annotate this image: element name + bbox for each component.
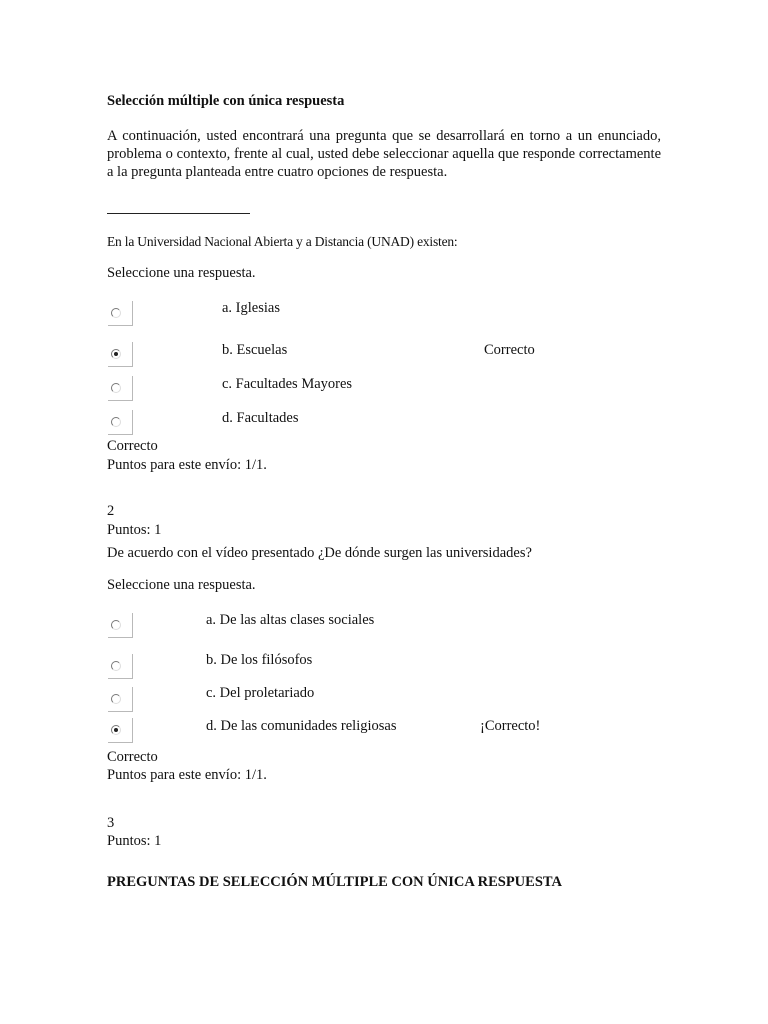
radio-circle-icon <box>111 383 121 393</box>
q3-heading: PREGUNTAS DE SELECCIÓN MÚLTIPLE CON ÚNICA RESPUESTA <box>107 874 562 890</box>
q2-option-b-radio[interactable] <box>108 654 133 679</box>
q2-option-d-label: d. De las comunidades religiosas <box>206 718 397 734</box>
q1-score: Puntos para este envío: 1/1. <box>107 457 267 473</box>
q1-option-c-radio[interactable] <box>108 376 133 401</box>
q2-option-c-label: c. Del proletariado <box>206 685 315 701</box>
q3-points: Puntos: 1 <box>107 833 162 849</box>
q1-option-b-label: b. Escuelas <box>222 342 288 358</box>
q2-option-c-radio[interactable] <box>108 687 133 712</box>
q1-option-feedback: Correcto <box>484 342 535 358</box>
q2-number: 2 <box>107 503 115 519</box>
q1-prompt: Seleccione una respuesta. <box>107 265 256 281</box>
radio-circle-icon <box>111 620 121 630</box>
q1-option-d-radio[interactable] <box>108 410 133 435</box>
q2-result: Correcto <box>107 749 158 765</box>
radio-checked-icon <box>111 349 121 359</box>
q2-option-a-radio[interactable] <box>108 613 133 638</box>
q1-question-text: En la Universidad Nacional Abierta y a Distancia (UNAD) existen: <box>107 234 458 249</box>
q1-option-a-radio[interactable] <box>108 301 133 326</box>
q2-option-d-radio[interactable] <box>108 718 133 743</box>
q2-option-b-label: b. De los filósofos <box>206 652 313 668</box>
radio-circle-icon <box>111 694 121 704</box>
q3-number: 3 <box>107 815 115 831</box>
q2-points: Puntos: 1 <box>107 522 162 538</box>
radio-circle-icon <box>111 308 121 318</box>
q1-option-d-label: d. Facultades <box>222 410 299 426</box>
q2-option-a-label: a. De las altas clases sociales <box>206 612 375 628</box>
radio-circle-icon <box>111 661 121 671</box>
q2-prompt: Seleccione una respuesta. <box>107 577 256 593</box>
radio-checked-icon <box>111 725 121 735</box>
q2-question-text: De acuerdo con el vídeo presentado ¿De dónde surgen las universidades? <box>107 545 532 561</box>
q1-option-c-label: c. Facultades Mayores <box>222 376 353 392</box>
section-heading: Selección múltiple con única respuesta <box>107 93 345 109</box>
q2-option-feedback: ¡Correcto! <box>480 718 541 734</box>
intro-paragraph: A continuación, usted encontrará una pregunta que se desarrollará en torno a un enunciado, problema o contexto, frente al cual, usted debe seleccionar aquella que responde correctamente a la pregunta planteada entre cuatro opciones de respuesta. <box>107 128 661 180</box>
divider-line <box>107 213 250 214</box>
q1-option-a-label: a. Iglesias <box>222 300 280 316</box>
radio-circle-icon <box>111 417 121 427</box>
q1-option-b-radio[interactable] <box>108 342 133 367</box>
q1-result: Correcto <box>107 438 158 454</box>
q2-score: Puntos para este envío: 1/1. <box>107 767 267 783</box>
